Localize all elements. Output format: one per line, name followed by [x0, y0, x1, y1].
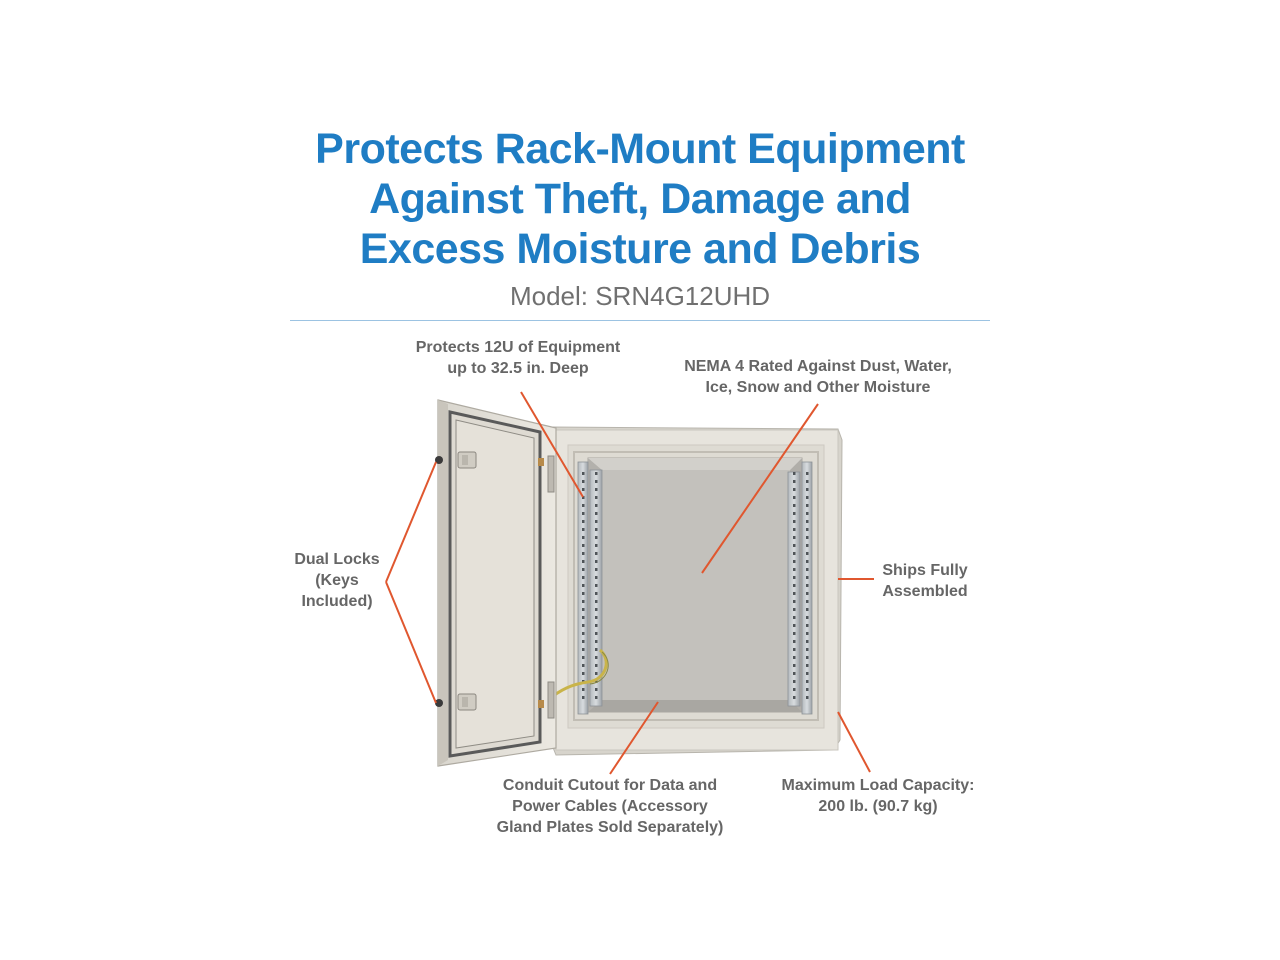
rail-hole [582, 616, 585, 619]
rail-hole [582, 552, 585, 555]
rail-hole [793, 480, 796, 483]
rail-hole [793, 616, 796, 619]
rail-hole [806, 688, 809, 691]
callout-load-capacity [764, 775, 992, 817]
rail-hole [806, 512, 809, 515]
rail-hole [595, 576, 598, 579]
rail-hole [793, 552, 796, 555]
rail-hole [595, 472, 598, 475]
headline-line-3: Excess Moisture and Debris [359, 225, 921, 273]
rail-hole [793, 512, 796, 515]
rail-hole [582, 528, 585, 531]
rail-hole [582, 608, 585, 611]
rail-hole [582, 544, 585, 547]
rail-hole [806, 584, 809, 587]
rail-hole [806, 496, 809, 499]
rail-hole [806, 600, 809, 603]
callout-nema-4 [668, 356, 968, 398]
callout-text: Power Cables (Accessory [512, 798, 708, 815]
rail-hole [806, 520, 809, 523]
rail-hole [595, 616, 598, 619]
rail-hole [806, 576, 809, 579]
callout-text: Protects 12U of Equipment [415, 339, 621, 356]
rail-hole [806, 624, 809, 627]
rail-hole [582, 560, 585, 563]
rail-hole [806, 592, 809, 595]
callout-text: up to 32.5 in. Deep [447, 360, 589, 377]
rail-hole [793, 520, 796, 523]
rail-hole [806, 488, 809, 491]
callout-text: Dual Locks [294, 551, 380, 568]
rail-hole [793, 472, 796, 475]
rail-hole [582, 648, 585, 651]
rail-hole [806, 648, 809, 651]
rail-hole [793, 608, 796, 611]
rail-hole [595, 632, 598, 635]
rail-hole [595, 560, 598, 563]
rail-hole [582, 472, 585, 475]
rail-hole [595, 568, 598, 571]
rail-hole [595, 600, 598, 603]
rail-hole [806, 552, 809, 555]
callout-text: Ships Fully [882, 562, 968, 579]
rail-hole [806, 680, 809, 683]
callout-text: Included) [301, 593, 373, 610]
rail-hole [793, 648, 796, 651]
rail-hole [595, 696, 598, 699]
rail-hole [582, 592, 585, 595]
rail-hole [582, 632, 585, 635]
rail-hole [582, 656, 585, 659]
callout-text: Ice, Snow and Other Moisture [705, 379, 931, 396]
rail-hole [793, 592, 796, 595]
rail-hole [806, 616, 809, 619]
rail-hole [806, 656, 809, 659]
rail-hole [793, 632, 796, 635]
rail-hole [806, 632, 809, 635]
rail-hole [595, 592, 598, 595]
callout-conduit-cutout [476, 775, 744, 838]
rail-hole [595, 664, 598, 667]
rail-hole [806, 480, 809, 483]
rail-hole [806, 472, 809, 475]
headline-line-2: Against Theft, Damage and [369, 175, 911, 223]
rail-hole [595, 544, 598, 547]
rail-hole [595, 656, 598, 659]
callout-ships-assembled [862, 560, 988, 602]
rail-hole [595, 512, 598, 515]
rail-hole [582, 520, 585, 523]
rail-hole [793, 560, 796, 563]
rail-hole [595, 608, 598, 611]
callout-dual-locks [282, 549, 392, 612]
model-number: Model: SRN4G12UHD [509, 281, 771, 311]
rail-hole [806, 544, 809, 547]
rail-hole [806, 568, 809, 571]
rail-hole [582, 640, 585, 643]
rail-hole [595, 480, 598, 483]
rail-hole [806, 696, 809, 699]
open-door [438, 400, 556, 766]
rail-hole [582, 664, 585, 667]
rail-hole [582, 480, 585, 483]
rack-rail-right [788, 462, 812, 714]
rail-hole [793, 624, 796, 627]
rail-hole [595, 496, 598, 499]
door-clip-icon [538, 700, 544, 708]
rail-hole [595, 488, 598, 491]
rack-rail-left [578, 462, 602, 714]
rail-hole [806, 536, 809, 539]
rail-hole [806, 504, 809, 507]
rail-hole [806, 664, 809, 667]
rail-hole [582, 568, 585, 571]
rail-hole [793, 536, 796, 539]
rail-hole [582, 584, 585, 587]
rail-hole [793, 656, 796, 659]
rail-hole [793, 640, 796, 643]
rail-hole [582, 488, 585, 491]
rail-hole [793, 584, 796, 587]
rail-hole [806, 560, 809, 563]
callout-text: 200 lb. (90.7 kg) [818, 798, 938, 815]
rail-hole [595, 552, 598, 555]
door-clip-icon [538, 458, 544, 466]
rail-hole [595, 584, 598, 587]
rail-hole [582, 696, 585, 699]
rail-hole [595, 648, 598, 651]
rail-hole [793, 696, 796, 699]
callout-text: Conduit Cutout for Data and [502, 777, 718, 794]
rail-hole [582, 624, 585, 627]
callout-text: Maximum Load Capacity: [781, 777, 975, 794]
rail-hole [793, 680, 796, 683]
rail-hole [595, 640, 598, 643]
rail-hole [595, 672, 598, 675]
rail-hole [793, 672, 796, 675]
rail-hole [595, 528, 598, 531]
rail-hole [582, 512, 585, 515]
rail-hole [582, 688, 585, 691]
rail-hole [806, 528, 809, 531]
rail-hole [582, 576, 585, 579]
rail-hole [595, 536, 598, 539]
rail-hole [595, 504, 598, 507]
rail-hole [582, 504, 585, 507]
rail-hole [793, 544, 796, 547]
rail-hole [582, 672, 585, 675]
rail-hole [793, 568, 796, 571]
rail-hole [793, 688, 796, 691]
rail-hole [595, 624, 598, 627]
rail-hole [793, 576, 796, 579]
rail-hole [806, 608, 809, 611]
rail-hole [595, 520, 598, 523]
rail-hole [793, 496, 796, 499]
leader-dual-top [386, 462, 436, 582]
callout-text: Assembled [882, 583, 968, 600]
rail-hole [793, 528, 796, 531]
rail-hole [793, 600, 796, 603]
rail-hole [595, 688, 598, 691]
leader-dual-bottom [386, 582, 436, 703]
rail-hole [793, 504, 796, 507]
rail-hole [793, 664, 796, 667]
callout-protects-12u [398, 337, 638, 379]
rail-hole [582, 536, 585, 539]
rail-hole [806, 640, 809, 643]
callout-text: Gland Plates Sold Separately) [496, 819, 724, 836]
callout-text: (Keys [315, 572, 359, 589]
rail-hole [582, 600, 585, 603]
headline-line-1: Protects Rack-Mount Equipment [315, 125, 965, 173]
callout-text: NEMA 4 Rated Against Dust, Water, [684, 358, 952, 375]
rail-hole [806, 672, 809, 675]
rail-hole [793, 488, 796, 491]
leader-load [838, 712, 870, 772]
